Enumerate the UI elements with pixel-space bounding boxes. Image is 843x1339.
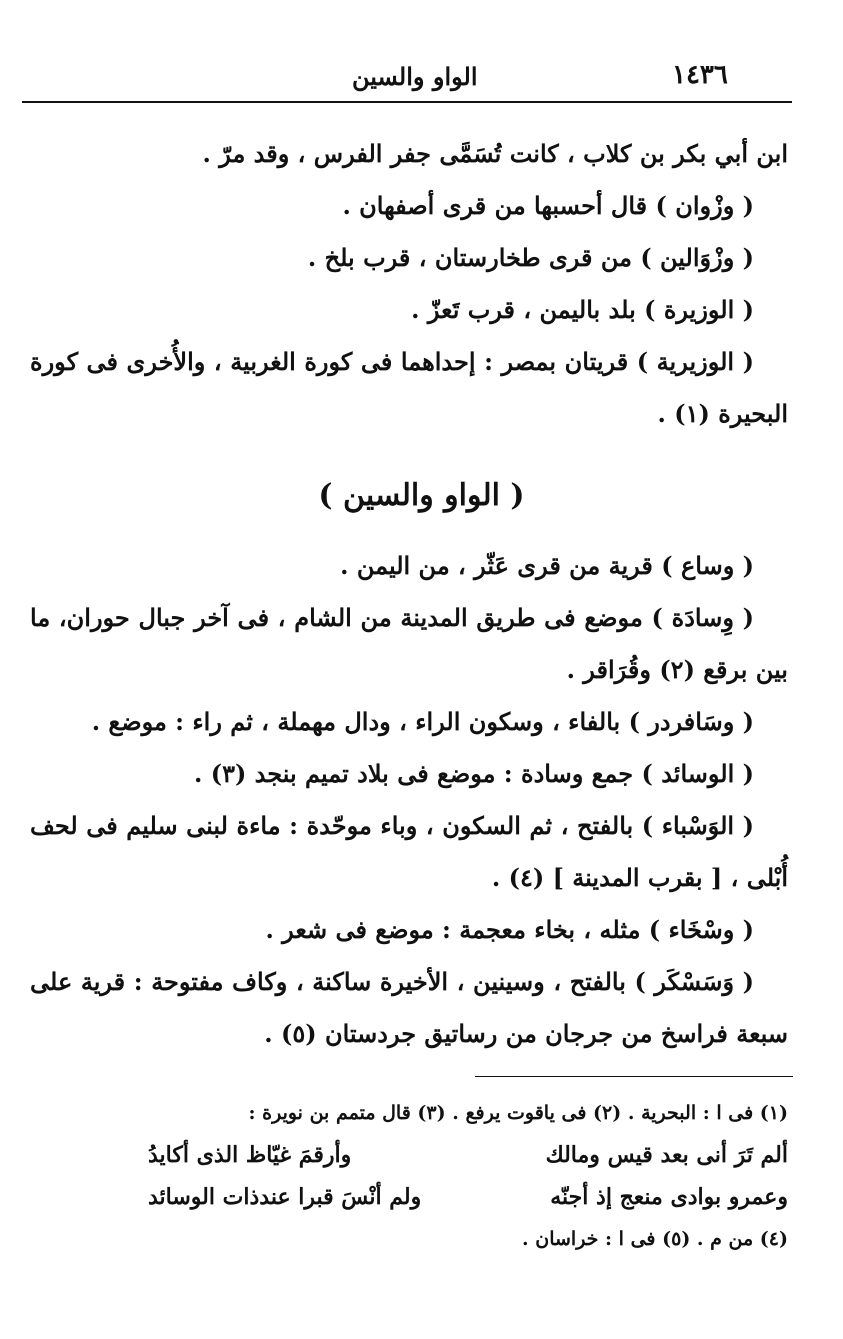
footnotes bbox=[130, 1092, 788, 1260]
entry-alwaziriyya: ( الوزيرية ) قريتان بمصر : إحداهما فى كورة الغربية ، والأُخرى فى كورة البحيرة (١) . bbox=[30, 347, 788, 428]
footnote-line: (٤) من م . (٥) فى ا : خراسان . bbox=[522, 1228, 788, 1250]
poem-verse bbox=[148, 1176, 788, 1218]
entry-continuation: ابن أبي بكر بن كلاب ، كانت تُسَمَّى جفر الفرس ، وقد مرّ . bbox=[202, 139, 788, 168]
entry-wazwalin: ( وزْوَالين ) من قرى طخارستان ، قرب بلخ . bbox=[307, 243, 754, 272]
entry-wasakha: ( وسْخَاء ) مثله ، بخاء معجمة : موضع فى شعر . bbox=[265, 915, 754, 944]
section-title: ( الواو والسين ) bbox=[318, 478, 525, 513]
footnote-line: (١) فى ا : البحرية . (٢) فى ياقوت يرفع . (٣) قال متمم بن نويرة : bbox=[248, 1102, 788, 1124]
entry-wisada: ( وِسادَة ) موضع فى طريق المدينة من الشام ، فى آخر جبال حوران، ما بين برقع (٢) وقُرَاقر . bbox=[30, 603, 788, 684]
entry-alwasaid: ( الوسائد ) جمع وسادة : موضع فى بلاد تميم بنجد (٣) . bbox=[194, 759, 754, 788]
entry-alwazira: ( الوزيرة ) بلد باليمن ، قرب تَعزّ . bbox=[411, 295, 754, 324]
entry-alwasba: ( الوَسْباء ) بالفتح ، ثم السكون ، وباء موحّدة : ماءة لبنى سليم فى لحف أُبْلى ، [ بقرب المدينة ] (٤) . bbox=[30, 811, 788, 892]
verse-first-hemistich: ألم تَرَ أنى بعد قيس ومالك bbox=[545, 1142, 788, 1168]
footnote-rule bbox=[475, 1076, 793, 1077]
entries-section-one bbox=[30, 128, 788, 440]
verse-second-hemistich: ولم أنْسَ قبرا عندذات الوسائد bbox=[148, 1184, 422, 1210]
entry-wasafirdar: ( وسَافردر ) بالفاء ، وسكون الراء ، ودال مهملة ، ثم راء : موضع . bbox=[91, 707, 754, 736]
entry-wasaskar: ( وَسَسْكَر ) بالفتح ، وسينين ، الأخيرة ساكنة ، وكاف مفتوحة : قرية على سبعة فراسخ من جرجان من رساتيق جردستان (٥) . bbox=[30, 967, 788, 1048]
page-number: ١٤٣٦ bbox=[672, 60, 728, 90]
verse-first-hemistich: وعمرو بوادى منعج إذ أجنّه bbox=[550, 1184, 788, 1210]
verse-second-hemistich: وأرقمَ غيّاظ الذى أكايدُ bbox=[148, 1142, 352, 1168]
entries-section-two bbox=[30, 540, 788, 1060]
page-header bbox=[22, 58, 792, 98]
running-head: الواو والسين bbox=[352, 62, 478, 91]
header-rule bbox=[22, 101, 792, 103]
poem-verse bbox=[148, 1134, 788, 1176]
entry-wasa: ( وساع ) قرية من قرى عَثّر ، من اليمن . bbox=[340, 551, 754, 580]
entry-wazwan: ( وزْوان ) قال أحسبها من قرى أصفهان . bbox=[342, 191, 754, 220]
